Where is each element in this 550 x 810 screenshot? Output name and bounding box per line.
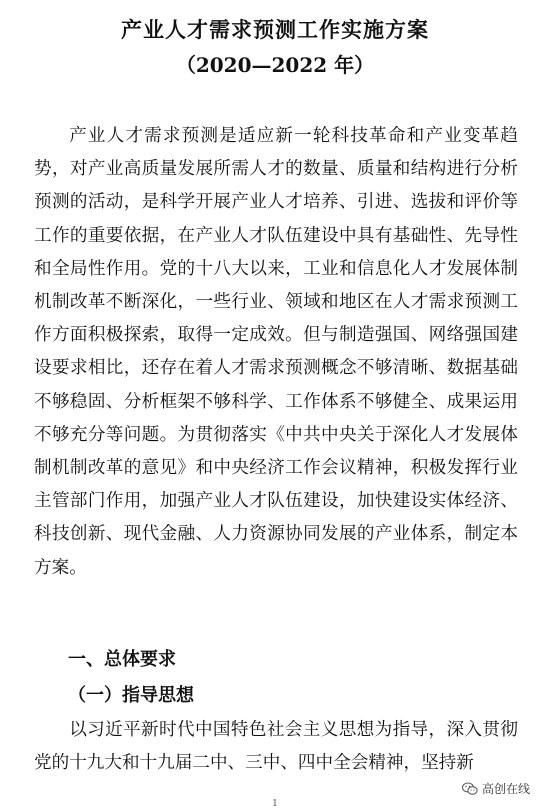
watermark-label: 高创在线 [481,782,530,796]
document-title: 产业人才需求预测工作实施方案 [121,17,429,42]
subsection-heading: （一）指导思想 [68,685,194,706]
body-paragraph: 以习近平新时代中国特色社会主义思想为指导，深入贯彻党的十九大和十九届二中、三中、四中全会精神，坚持新 [34,720,518,774]
document-subtitle: （2020—2022 年） [175,53,375,77]
body-paragraph: 产业人才需求预测是适应新一轮科技革命和产业变革趋势，对产业高质量发展所需人才的数量、质量和结构进行分析预测的活动，是科学开展产业人才培养、引进、选拔和评价等工作的重要依据，在产业人才队伍建设中具有基础性、先导性和全局性作用。党的十八大以来，工业和信息化人才发展体制机制改革不断深化，一些行业、领域和地区在人才需求预测工作方面积极探索，取得一定成效。但与制造强国、网络强国建设要求相比，还存在着人才需求预测概念不够清晰、数据基础不够稳固、分析框架不够科学、工作体系不够健全、成果运用不够充分等问题。为贯彻落实《中共中央关于深化人才发展体制机制改革的意见》和中央经济工作会议精神，积极发挥行业主管部门作用，加强产业人才队伍建设，加快建设实体经济、科技创新、现代金融、人力资源协同发展的产业体系，制定本方案。 [34,126,518,578]
watermark [456,778,536,799]
wechat-icon [462,782,478,796]
section-heading: 一、总体要求 [68,649,176,670]
page-number: 1 [272,799,278,809]
